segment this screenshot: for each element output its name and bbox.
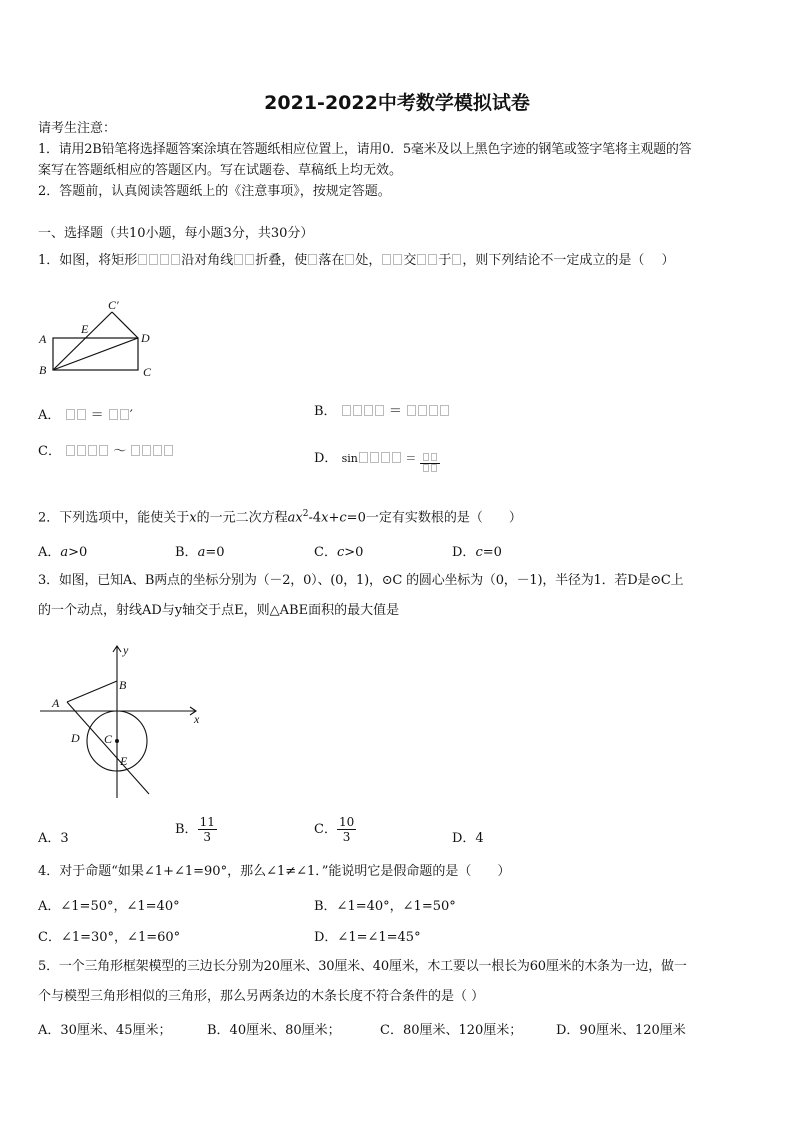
label-a: A [52, 696, 60, 710]
label-b: B [39, 363, 47, 377]
q5-option-d[interactable]: D．90厘米、120厘米 [556, 1023, 686, 1038]
q3-stem-line-1: 3．如图，已知A、B两点的坐标分别为（－2，0）、(0，1)，⊙C 的圆心坐标为（0，－1)，半径为1．若D是⊙C上 [38, 573, 684, 588]
q3-stem-line-2: 的一个动点，射线AD与y轴交于点E，则△ABE面积的最大值是 [38, 603, 400, 618]
q2-option-b[interactable]: B．a=0 [175, 545, 225, 560]
q2-option-a[interactable]: A．a>0 [38, 545, 88, 560]
notice-line-1b: 案写在答题纸相应的答题区内。写在试题卷、草稿纸上均无效。 [38, 163, 403, 178]
ray-ad [67, 702, 149, 794]
notice-line-2: 2．答题前，认真阅读答题纸上的《注意事项》，按规定答题。 [38, 184, 391, 199]
label-e: E [81, 322, 89, 336]
q1-option-c[interactable]: C． ～ [38, 440, 174, 459]
label-d: D [141, 331, 150, 345]
q5-option-a[interactable]: A．30厘米、45厘米； [38, 1023, 172, 1038]
q1-stem: 1．如图，将矩形 沿对角线 折叠，使 落在 处， 交 于 ，则下列结论不一定成立的是（ ） [38, 253, 675, 268]
q1-figure [34, 296, 164, 384]
q4-option-c[interactable]: C．∠1=30°，∠1=60° [38, 930, 181, 945]
q1-option-d[interactable]: D． sin ＝ [314, 440, 440, 474]
q4-stem: 4．对于命题“如果∠1+∠1=90°，那么∠1≠∠1．”能说明它是假命题的是（ ） [38, 864, 511, 879]
label-d: D [71, 731, 80, 745]
page-title: 2021-2022中考数学模拟试卷 [264, 92, 530, 114]
q3-figure [36, 640, 211, 802]
q2-stem: 2．下列选项中，能使关于x的一元二次方程$ax^2-4x+c=0$一定有实数根的是（ ） [38, 509, 522, 526]
q1-option-b[interactable]: B． ＝ [314, 400, 450, 419]
fold-edge-bc-prime [53, 312, 112, 370]
q3-option-a[interactable]: A．3 [38, 831, 69, 846]
label-y: y [123, 643, 129, 657]
notice-heading: 请考生注意： [38, 121, 117, 136]
q5-option-b[interactable]: B．40厘米、80厘米； [207, 1023, 341, 1038]
label-a: A [39, 332, 47, 346]
q3-option-b[interactable]: B． $\frac{11}{3}$ [175, 815, 215, 844]
fold-edge-c-prime-d [112, 312, 138, 338]
notice-line-1a: 1．请用2B铅笔将选择题答案涂填在答题纸相应位置上，请用0．5毫米及以上黑色字迹的钢笔或签字笔将主观题的答 [38, 142, 692, 157]
q5-stem-line-1: 5．一个三角形框架模型的三边长分别为20厘米、30厘米、40厘米，木工要以一根长为60厘米的木条为一边，做一 [38, 959, 687, 974]
section-heading: 一、选择题（共10小题，每小题3分，共30分） [38, 226, 314, 241]
q5-option-c[interactable]: C．80厘米、120厘米； [380, 1023, 523, 1038]
segment-ab [67, 681, 117, 702]
label-b: B [119, 678, 127, 692]
q4-option-b[interactable]: B．∠1=40°，∠1=50° [314, 899, 456, 914]
label-c: C [104, 732, 113, 746]
q1-option-a[interactable]: A． ＝ ′ [38, 408, 133, 423]
q4-option-a[interactable]: A．∠1=50°，∠1=40° [38, 899, 180, 914]
q4-option-d[interactable]: D．∠1=∠1=45° [314, 930, 421, 945]
label-c: C [143, 365, 152, 379]
label-x: x [194, 712, 200, 726]
diagonal-bd [53, 338, 138, 370]
q2-option-d[interactable]: D．c=0 [452, 545, 502, 560]
q2-option-c[interactable]: C．c>0 [314, 545, 364, 560]
q5-stem-line-2: 个与模型三角形相似的三角形，那么另两条边的木条长度不符合条件的是（ ） [38, 989, 485, 1004]
label-c-prime: C′ [108, 298, 119, 312]
center-point [115, 739, 119, 743]
q3-option-c[interactable]: C． $\frac{10}{3}$ [314, 815, 355, 844]
q3-option-d[interactable]: D．4 [452, 831, 484, 846]
label-e: E [120, 754, 128, 768]
